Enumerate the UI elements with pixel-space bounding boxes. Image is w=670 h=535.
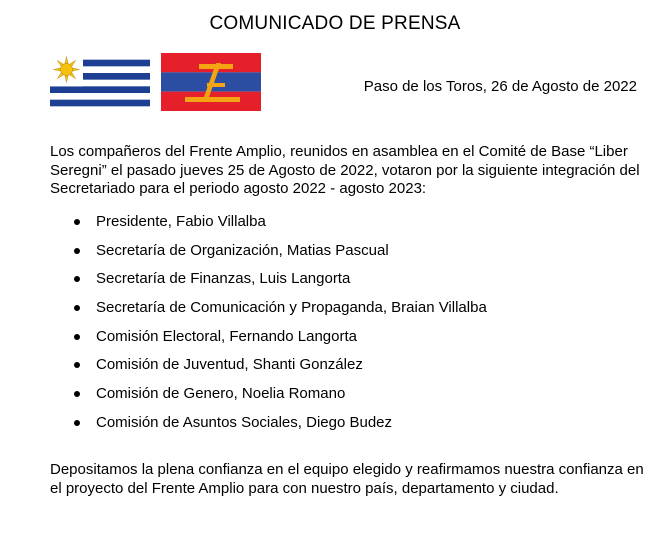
list-item: [50, 384, 487, 413]
closing-paragraph: Depositamos la plena confianza en el equipo elegido y reafirmamos nuestra confianza en el proyecto del Frente Amplio para con nuestro país, departamento y ciudad.: [50, 461, 644, 497]
bullet-icon: [74, 334, 80, 340]
member-role: Presidente, Fabio Villalba: [96, 213, 266, 230]
bullet-icon: [74, 420, 80, 426]
list-item: [50, 212, 487, 241]
list-item: [50, 413, 487, 442]
secretariat-list: [50, 212, 487, 442]
member-role: Comisión de Juventud, Shanti González: [96, 356, 363, 374]
member-role: Secretaría de Comunicación y Propaganda, Braian Villalba: [96, 299, 487, 317]
list-item: [50, 269, 487, 298]
bullet-icon: [74, 248, 80, 254]
bullet-icon: [74, 219, 80, 225]
page-title: COMUNICADO DE PRENSA: [209, 13, 461, 34]
member-role: Comisión de Genero, Noelia Romano: [96, 385, 346, 403]
list-item: [50, 241, 487, 270]
bullet-icon: [74, 276, 80, 282]
bullet-icon: [74, 305, 80, 311]
bullet-icon: [74, 391, 80, 397]
member-role: Comisión de Asuntos Sociales, Diego Budez: [96, 413, 393, 431]
list-item: [50, 355, 487, 384]
bullet-icon: [74, 362, 80, 368]
member-role: Secretaría de Organización, Matias Pascual: [96, 241, 389, 259]
list-item: [50, 327, 487, 356]
intro-paragraph: Los compañeros del Frente Amplio, reunidos en asamblea en el Comité de Base “Liber Seregni” el pasado jueves 25 de Agosto de 2022, votaron por la siguiente integración del Secretariado para el periodo agosto 2022 - agosto 2023:: [50, 143, 640, 197]
list-item: [50, 298, 487, 327]
date-line: Paso de los Toros, 26 de Agosto de 2022: [363, 78, 637, 95]
member-role: Comisión Electoral, Fernando Langorta: [96, 327, 357, 345]
frente-amplio-flag-icon: [161, 53, 261, 111]
uruguay-flag-icon: [50, 53, 150, 113]
member-role: Secretaría de Finanzas, Luis Langorta: [96, 270, 351, 288]
